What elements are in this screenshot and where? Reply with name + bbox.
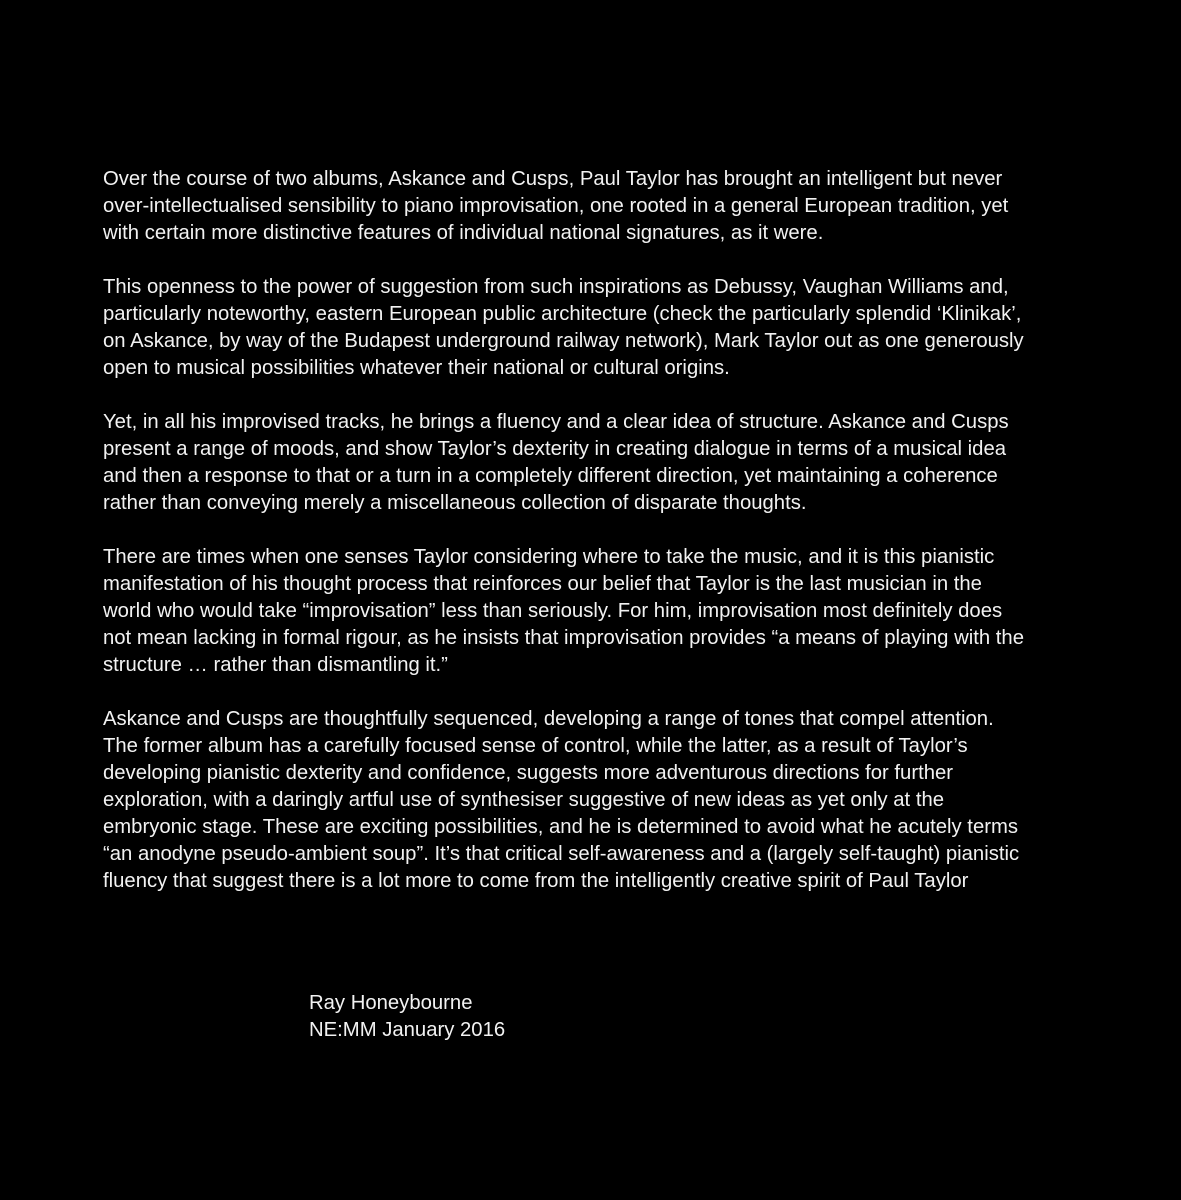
text-line: The former album has a carefully focused sense of control, while the latter, as a result of Taylor’s — [103, 735, 968, 757]
text-line: fluency that suggest there is a lot more to come from the intelligently creative spirit of Paul Taylor — [103, 870, 969, 892]
signature-block — [309, 990, 505, 1044]
text-line: present a range of moods, and show Taylor’s dexterity in creating dialogue in terms of a musical idea — [103, 438, 1007, 460]
paragraph-3 — [103, 409, 1123, 517]
text-line: There are times when one senses Taylor considering where to take the music, and it is this pianistic — [103, 546, 995, 568]
text-line: on Askance, by way of the Budapest underground railway network), Mark Taylor out as one generously — [103, 330, 1024, 352]
text-line: This openness to the power of suggestion from such inspirations as Debussy, Vaughan Williams and, — [103, 276, 1009, 298]
text-line: embryonic stage. These are exciting possibilities, and he is determined to avoid what he acutely terms — [103, 816, 1019, 838]
text-line: structure … rather than dismantling it.” — [103, 654, 448, 676]
paragraph-spacer — [103, 517, 1123, 544]
publication-source: NE:MM January 2016 — [309, 1019, 506, 1041]
text-line: Over the course of two albums, Askance and Cusps, Paul Taylor has brought an intelligent but never — [103, 168, 1003, 190]
text-line: “an anodyne pseudo-ambient soup”. It’s that critical self-awareness and a (largely self-taught) pianistic — [103, 843, 1020, 865]
text-line: not mean lacking in formal rigour, as he insists that improvisation provides “a means of playing with the — [103, 627, 1024, 649]
text-line: world who would take “improvisation” less than seriously. For him, improvisation most definitely does — [103, 600, 1003, 622]
paragraph-spacer — [103, 679, 1123, 706]
paragraph-spacer — [103, 247, 1123, 274]
paragraph-1 — [103, 166, 1123, 247]
paragraph-spacer — [103, 382, 1123, 409]
paragraph-2 — [103, 274, 1123, 382]
paragraph-4 — [103, 544, 1123, 679]
text-line: Askance and Cusps are thoughtfully sequenced, developing a range of tones that compel attention. — [103, 708, 994, 730]
text-line: rather than conveying merely a miscellaneous collection of disparate thoughts. — [103, 492, 807, 514]
text-line: particularly noteworthy, eastern European public architecture (check the particularly splendid ‘Klinikak’, — [103, 303, 1022, 325]
text-line: developing pianistic dexterity and confidence, suggests more adventurous directions for further — [103, 762, 954, 784]
text-line: and then a response to that or a turn in a completely different direction, yet maintaining a coherence — [103, 465, 998, 487]
text-line: exploration, with a daringly artful use of synthesiser suggestive of new ideas as yet only at the — [103, 789, 945, 811]
text-line: with certain more distinctive features of individual national signatures, as it were. — [103, 222, 824, 244]
text-line: manifestation of his thought process that reinforces our belief that Taylor is the last musician in the — [103, 573, 982, 595]
text-line: Yet, in all his improvised tracks, he brings a fluency and a clear idea of structure. Askance and Cusps — [103, 411, 1009, 433]
author-name: Ray Honeybourne — [309, 992, 473, 1014]
paragraph-5 — [103, 706, 1123, 895]
review-body — [103, 166, 1123, 895]
text-line: open to musical possibilities whatever their national or cultural origins. — [103, 357, 730, 379]
text-line: over-intellectualised sensibility to piano improvisation, one rooted in a general European tradition, yet — [103, 195, 1009, 217]
